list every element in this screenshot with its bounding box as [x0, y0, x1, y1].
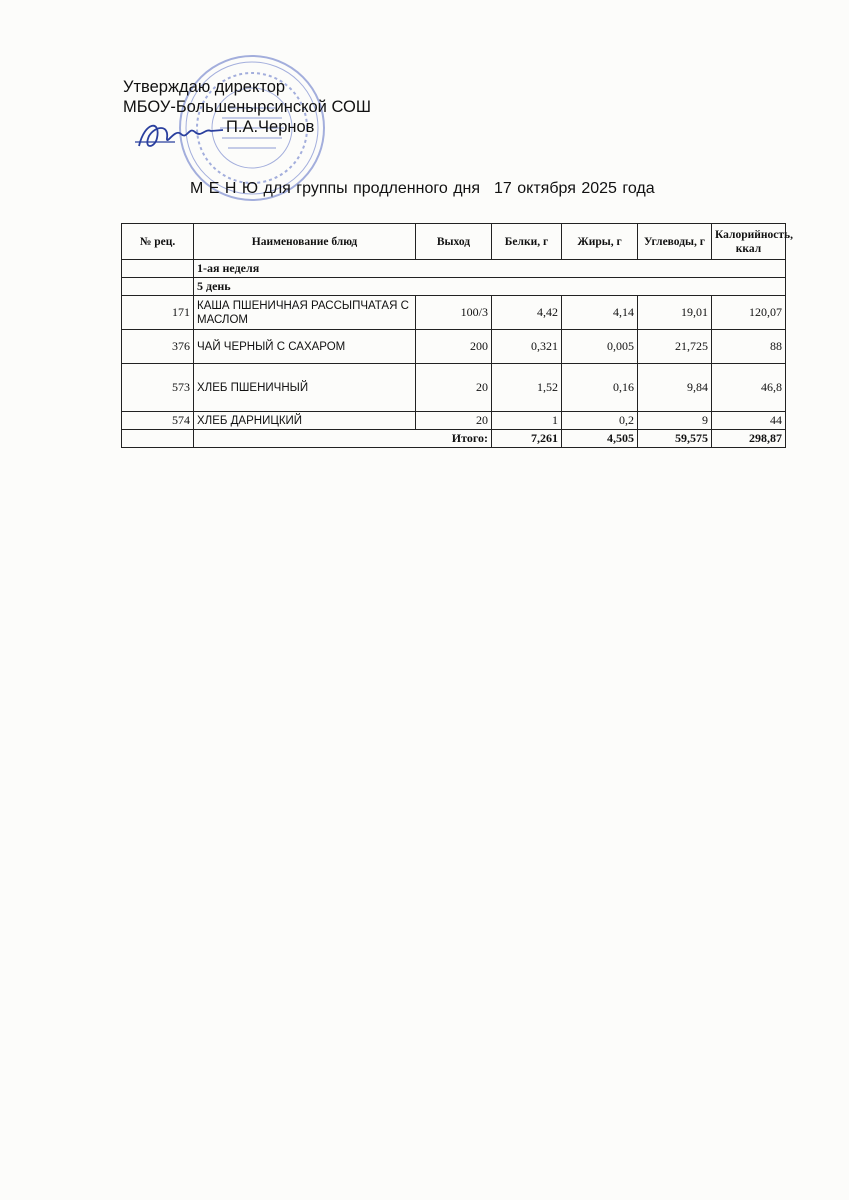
dish-protein: 1	[492, 412, 562, 430]
dish-carbs: 21,725	[638, 330, 712, 364]
total-label: Итого:	[194, 430, 492, 448]
dish-protein: 4,42	[492, 296, 562, 330]
menu-title	[190, 180, 655, 198]
header-carbs: Углеводы, г	[638, 224, 712, 260]
total-protein: 7,261	[492, 430, 562, 448]
dish-kcal: 46,8	[712, 364, 786, 412]
dish-protein: 0,321	[492, 330, 562, 364]
menu-title-prefix: М Е Н Ю для группы продленного дня	[190, 180, 481, 197]
dish-output: 100/3	[416, 296, 492, 330]
header-dish-name: Наименование блюд	[194, 224, 416, 260]
header-output: Выход	[416, 224, 492, 260]
dish-fat: 0,005	[562, 330, 638, 364]
dish-name: ЧАЙ ЧЕРНЫЙ С САХАРОМ	[194, 330, 416, 364]
total-kcal: 298,87	[712, 430, 786, 448]
dish-output: 20	[416, 412, 492, 430]
dish-name: КАША ПШЕНИЧНАЯ РАССЫПЧАТАЯ С МАСЛОМ	[194, 296, 416, 330]
approval-block	[123, 77, 371, 137]
table-header-row	[122, 224, 786, 260]
dish-output: 200	[416, 330, 492, 364]
approval-line-director: Утверждаю директор	[123, 78, 286, 96]
table-row	[122, 412, 786, 430]
week-label: 1-ая неделя	[194, 260, 786, 278]
week-row	[122, 260, 786, 278]
dish-name: ХЛЕБ ПШЕНИЧНЫЙ	[194, 364, 416, 412]
dish-carbs: 9	[638, 412, 712, 430]
approval-line-school: МБОУ-Большенырсинской СОШ	[123, 98, 371, 116]
total-carbs: 59,575	[638, 430, 712, 448]
total-fat: 4,505	[562, 430, 638, 448]
recipe-code: 573	[122, 364, 194, 412]
menu-title-date: 17 октября 2025 года	[494, 180, 655, 197]
recipe-code: 171	[122, 296, 194, 330]
header-fat: Жиры, г	[562, 224, 638, 260]
approval-line-name: П.А.Чернов	[226, 118, 315, 136]
dish-kcal: 88	[712, 330, 786, 364]
menu-table	[121, 223, 793, 448]
table-row	[122, 330, 786, 364]
table-row	[122, 296, 786, 330]
dish-carbs: 19,01	[638, 296, 712, 330]
day-label: 5 день	[194, 278, 786, 296]
recipe-code: 574	[122, 412, 194, 430]
dish-output: 20	[416, 364, 492, 412]
recipe-code: 376	[122, 330, 194, 364]
header-kcal: Калорийность, ккал	[712, 224, 786, 260]
header-recipe-no: № рец.	[122, 224, 194, 260]
table-row	[122, 364, 786, 412]
dish-carbs: 9,84	[638, 364, 712, 412]
dish-fat: 4,14	[562, 296, 638, 330]
header-protein: Белки, г	[492, 224, 562, 260]
dish-name: ХЛЕБ ДАРНИЦКИЙ	[194, 412, 416, 430]
dish-kcal: 44	[712, 412, 786, 430]
total-row	[122, 430, 786, 448]
dish-fat: 0,2	[562, 412, 638, 430]
day-row	[122, 278, 786, 296]
dish-protein: 1,52	[492, 364, 562, 412]
dish-fat: 0,16	[562, 364, 638, 412]
dish-kcal: 120,07	[712, 296, 786, 330]
